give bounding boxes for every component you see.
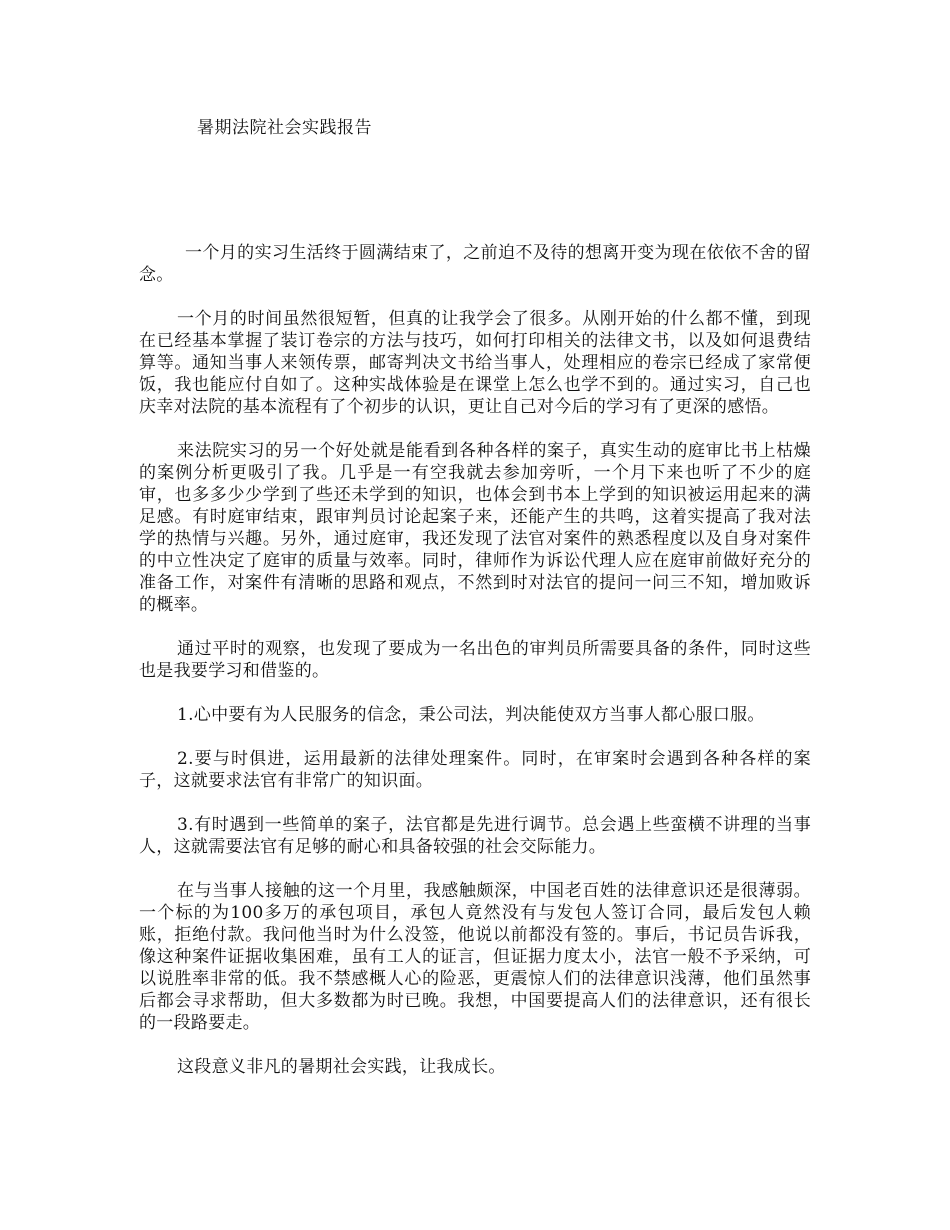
paragraph: 一个月的实习生活终于圆满结束了，之前迫不及待的想离开变为现在依依不舍的留念。 [139, 243, 811, 285]
list-item: 3.有时遇到一些简单的案子，法官都是先进行调节。总会遇上些蛮横不讲理的当事人，这就需要法官有足够的耐心和具备较强的社会交际能力。 [139, 815, 811, 857]
paragraph: 来法院实习的另一个好处就是能看到各种各样的案子，真实生动的庭审比书上枯燥的案例分析更吸引了我。几乎是一有空我就去参加旁听，一个月下来也听了不少的庭审，也多多少少学到了些还未学到的知识，也体会到书本上学到的知识被运用起来的满足感。有时庭审结束，跟审判员讨论起案子来，还能产生的共鸣，这着实提高了我对法学的热情与兴趣。另外，通过庭审，我还发现了法官对案件的熟悉程度以及自身对案件的中立性决定了庭审的质量与效率。同时，律师作为诉讼代理人应在庭审前做好充分的准备工作，对案件有清晰的思路和观点，不然到时对法官的提问一问三不知，增加败诉的概率。 [139, 441, 811, 615]
list-item: 1.心中要有为人民服务的信念，秉公司法，判决能使双方当事人都心服口服。 [177, 705, 765, 725]
paragraph: 这段意义非凡的暑期社会实践，让我成长。 [177, 1057, 506, 1077]
paragraph: 在与当事人接触的这一个月里，我感触颇深，中国老百姓的法律意识还是很薄弱。一个标的为100多万的承包项目，承包人竟然没有与发包人签订合同，最后发包人赖账，拒绝付款。我问他当时为什么没签，他说以前都没有签的。事后，书记员告诉我，像这种案件证据收集困难，虽有工人的证言，但证据力度太小，法官一般不予采纳，可以说胜率非常的低。我不禁感概人心的险恶，更震惊人们的法律意识浅薄，他们虽然事后都会寻求帮助，但大多数都为时已晚。我想，中国要提高人们的法律意识，还有很长的一段路要走。 [139, 881, 811, 1033]
document-title: 暑期法院社会实践报告 [197, 118, 372, 138]
paragraph: 通过平时的观察，也发现了要成为一名出色的审判员所需要具备的条件，同时这些也是我要学习和借鉴的。 [139, 639, 811, 681]
list-item: 2.要与时俱进，运用最新的法律处理案件。同时，在审案时会遇到各种各样的案子，这就要求法官有非常广的知识面。 [139, 749, 811, 791]
paragraph: 一个月的时间虽然很短暂，但真的让我学会了很多。从刚开始的什么都不懂，到现在已经基本掌握了装订卷宗的方法与技巧，如何打印相关的法律文书，以及如何退费结算等。通知当事人来领传票，邮寄判决文书给当事人，处理相应的卷宗已经成了家常便饭，我也能应付自如了。这种实战体验是在课堂上怎么也学不到的。通过实习，自己也庆幸对法院的基本流程有了个初步的认识，更让自己对今后的学习有了更深的感悟。 [139, 309, 811, 417]
document-body [139, 242, 811, 1100]
